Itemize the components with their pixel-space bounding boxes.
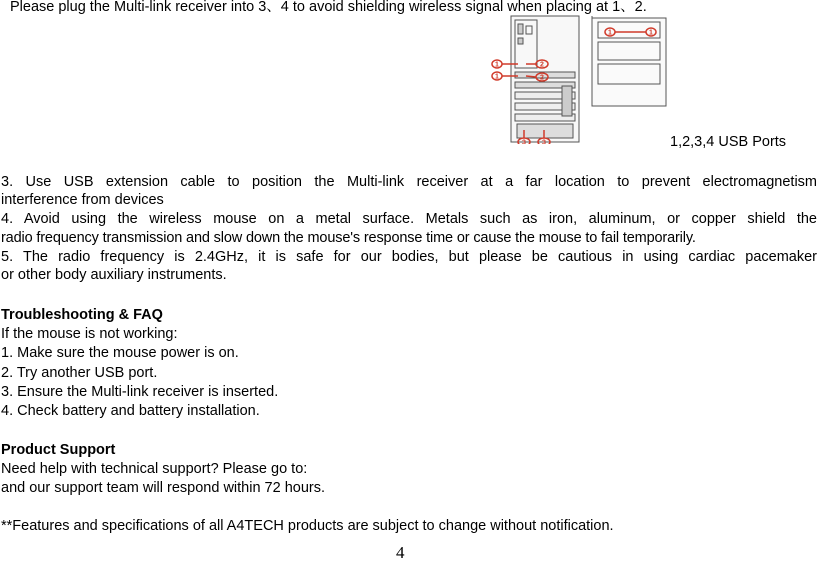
support-line-2: and our support team will respond within 72 hours. bbox=[1, 480, 326, 496]
marker-1a: 1 bbox=[495, 61, 499, 69]
marker-1d: 1 bbox=[649, 29, 653, 37]
note-4-line-2: radio frequency transmission and slow down the mouse's response time or cause the mouse to fail temporarily. bbox=[1, 230, 696, 246]
note-4-line-1: 4. Avoid using the wireless mouse on a metal surface. Metals such as iron, aluminum, or copper shield the bbox=[1, 211, 817, 227]
marker-2a: 2 bbox=[540, 61, 544, 69]
figure-caption: 1,2,3,4 USB Ports bbox=[670, 134, 787, 150]
troubleshooting-item-2: 2. Try another USB port. bbox=[1, 365, 158, 381]
note-5-line-2: or other body auxiliary instruments. bbox=[1, 267, 227, 283]
troubleshooting-intro: If the mouse is not working: bbox=[1, 326, 178, 342]
support-heading: Product Support bbox=[1, 442, 116, 458]
disclaimer: **Features and specifications of all A4TECH products are subject to change without notification. bbox=[1, 518, 614, 534]
usb-ports-figure bbox=[488, 14, 668, 144]
troubleshooting-item-3: 3. Ensure the Multi-link receiver is inserted. bbox=[1, 384, 279, 400]
marker-1c: 1 bbox=[608, 29, 612, 37]
marker-3a: 3 bbox=[522, 139, 526, 144]
troubleshooting-item-4: 4. Check battery and battery installation. bbox=[1, 403, 260, 419]
note-3-line-2: interference from devices bbox=[1, 192, 164, 208]
marker-1b: 1 bbox=[495, 73, 499, 81]
marker-2b: 2 bbox=[540, 74, 544, 82]
marker-3b: 3 bbox=[542, 139, 546, 144]
troubleshooting-heading: Troubleshooting & FAQ bbox=[1, 307, 163, 323]
troubleshooting-item-1: 1. Make sure the mouse power is on. bbox=[1, 345, 239, 361]
intro-text: Please plug the Multi-link receiver into 3、4 to avoid shielding wireless signal when placing at 1、2. bbox=[10, 0, 647, 15]
note-5-line-1: 5. The radio frequency is 2.4GHz, it is safe for our bodies, but please be cautious in using cardiac pacemaker bbox=[1, 249, 817, 265]
note-3-line-1: 3. Use USB extension cable to position the Multi-link receiver at a far location to prevent electromagnetism bbox=[1, 174, 817, 190]
page-number: 4 bbox=[396, 543, 405, 562]
support-line-1: Need help with technical support? Please go to: bbox=[1, 461, 308, 477]
